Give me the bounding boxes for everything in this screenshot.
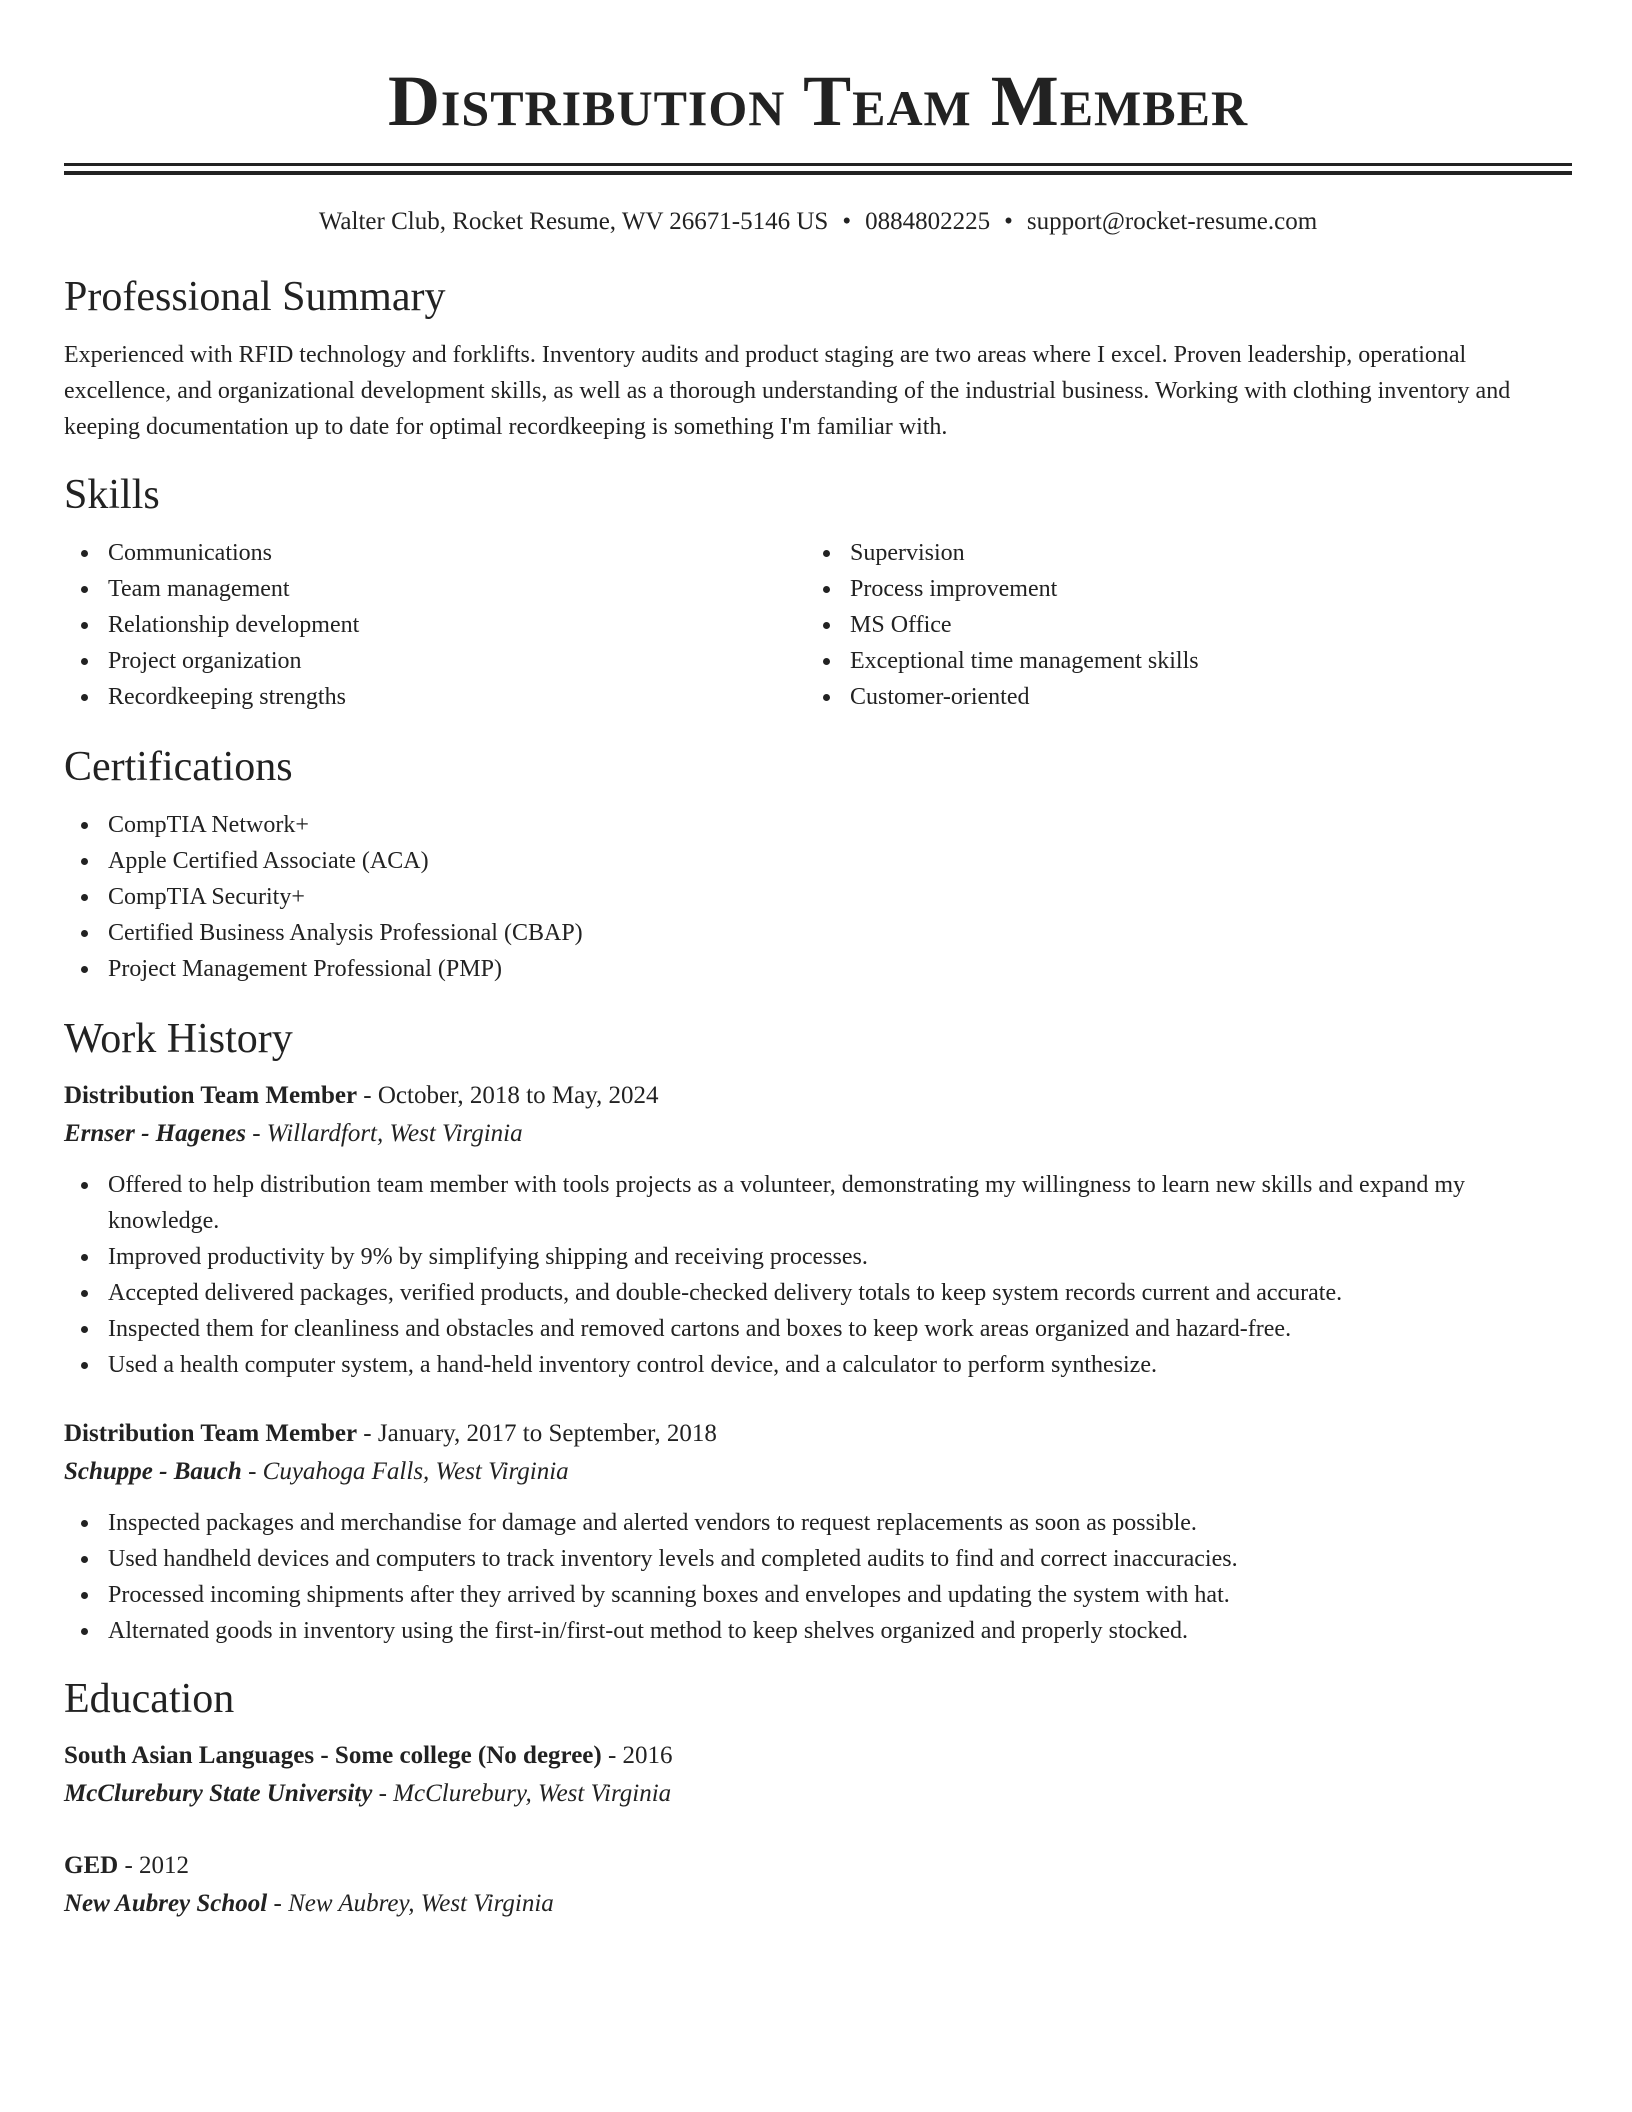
summary-heading: Professional Summary <box>64 274 446 320</box>
job-title-line <box>64 1077 1572 1115</box>
education-year: - 2016 <box>601 1742 673 1769</box>
resume-content <box>64 0 1572 1923</box>
job-location: - Cuyahoga Falls, West Virginia <box>241 1458 569 1485</box>
education-entry <box>64 1847 1572 1923</box>
education-heading: Education <box>64 1676 235 1722</box>
education-degree: South Asian Languages - Some college (No degree) <box>64 1742 602 1769</box>
job-title: Distribution Team Member <box>64 1082 358 1109</box>
contact-separator: • <box>842 208 852 235</box>
certification-item: Project Management Professional (PMP) <box>64 951 1572 987</box>
skill-item: Team management <box>64 571 806 607</box>
education-school-line <box>64 1885 1572 1923</box>
job-duty: Inspected packages and merchandise for damage and alerted vendors to request replacements as soon as possible. <box>64 1505 1572 1541</box>
contact-info <box>64 205 1572 239</box>
skills-list <box>64 535 1572 715</box>
skills-heading: Skills <box>64 472 160 518</box>
education-school: New Aubrey School <box>64 1890 268 1917</box>
header-divider-thin <box>64 171 1572 175</box>
work-history-heading: Work History <box>64 1016 293 1062</box>
job-duty: Used handheld devices and computers to track inventory levels and completed audits to find and correct inaccuracies. <box>64 1541 1572 1577</box>
job-location: - Willardfort, West Virginia <box>245 1120 523 1147</box>
job-title: Distribution Team Member <box>64 1420 358 1447</box>
contact-phone: 0884802225 <box>865 208 991 235</box>
skill-item: Exceptional time management skills <box>806 643 1548 679</box>
skill-item: MS Office <box>806 607 1548 643</box>
job-company: Ernser - Hagenes <box>64 1120 246 1147</box>
education-location: - New Aubrey, West Virginia <box>267 1890 554 1917</box>
summary-text: Experienced with RFID technology and forklifts. Inventory audits and product staging are two areas where I excel. Proven leadership, operational excellence, and organizational development skills, as well as a thorough understanding of the industrial business. Working with clothing inventory and keeping documentation up to date for optimal recordkeeping is something I'm familiar with. <box>64 342 1511 440</box>
job-duties <box>64 1167 1572 1383</box>
skill-item: Relationship development <box>64 607 806 643</box>
contact-address: Walter Club, Rocket Resume, WV 26671-5146 US <box>318 208 829 235</box>
skill-item: Recordkeeping strengths <box>64 679 806 715</box>
job-company-line <box>64 1453 1572 1491</box>
skill-item: Communications <box>64 535 806 571</box>
certification-item: Apple Certified Associate (ACA) <box>64 843 1572 879</box>
education-degree: GED <box>64 1852 119 1879</box>
job-duty: Inspected them for cleanliness and obstacles and removed cartons and boxes to keep work areas organized and hazard-free. <box>64 1311 1572 1347</box>
job-company-line <box>64 1115 1572 1153</box>
contact-email: support@rocket-resume.com <box>1026 208 1318 235</box>
skill-item: Project organization <box>64 643 806 679</box>
job-dates: - January, 2017 to September, 2018 <box>357 1420 717 1447</box>
job-duty: Accepted delivered packages, verified products, and double-checked delivery totals to keep system records current and accurate. <box>64 1275 1572 1311</box>
education-degree-line <box>64 1847 1572 1885</box>
education-school: McClurebury State University <box>64 1780 373 1807</box>
education-entry <box>64 1737 1572 1813</box>
education-location: - McClurebury, West Virginia <box>372 1780 672 1807</box>
job-company: Schuppe - Bauch <box>64 1458 242 1485</box>
job-duties <box>64 1505 1572 1649</box>
skill-item: Process improvement <box>806 571 1548 607</box>
education-degree-line <box>64 1737 1572 1775</box>
certification-item: CompTIA Security+ <box>64 879 1572 915</box>
certification-item: Certified Business Analysis Professional (CBAP) <box>64 915 1572 951</box>
skill-item: Customer-oriented <box>806 679 1548 715</box>
job-title-line <box>64 1415 1572 1453</box>
skill-item: Supervision <box>806 535 1548 571</box>
job-duty: Used a health computer system, a hand-held inventory control device, and a calculator to perform synthesize. <box>64 1347 1572 1383</box>
job-dates: - October, 2018 to May, 2024 <box>357 1082 659 1109</box>
job-entry <box>64 1077 1572 1383</box>
education-year: - 2012 <box>118 1852 190 1879</box>
candidate-name: Distribution Team Member <box>387 61 1249 141</box>
job-entry <box>64 1415 1572 1649</box>
education-school-line <box>64 1775 1572 1813</box>
job-duty: Processed incoming shipments after they arrived by scanning boxes and envelopes and updating the system with hat. <box>64 1577 1572 1613</box>
job-duty: Alternated goods in inventory using the first-in/first-out method to keep shelves organized and properly stocked. <box>64 1613 1572 1649</box>
certification-item: CompTIA Network+ <box>64 807 1572 843</box>
contact-separator: • <box>1004 208 1013 235</box>
certifications-heading: Certifications <box>64 744 293 790</box>
certifications-list <box>64 807 1572 987</box>
job-duty: Improved productivity by 9% by simplifying shipping and receiving processes. <box>64 1239 1572 1275</box>
job-duty: Offered to help distribution team member with tools projects as a volunteer, demonstrating my willingness to learn new skills and expand my knowledge. <box>64 1167 1572 1239</box>
